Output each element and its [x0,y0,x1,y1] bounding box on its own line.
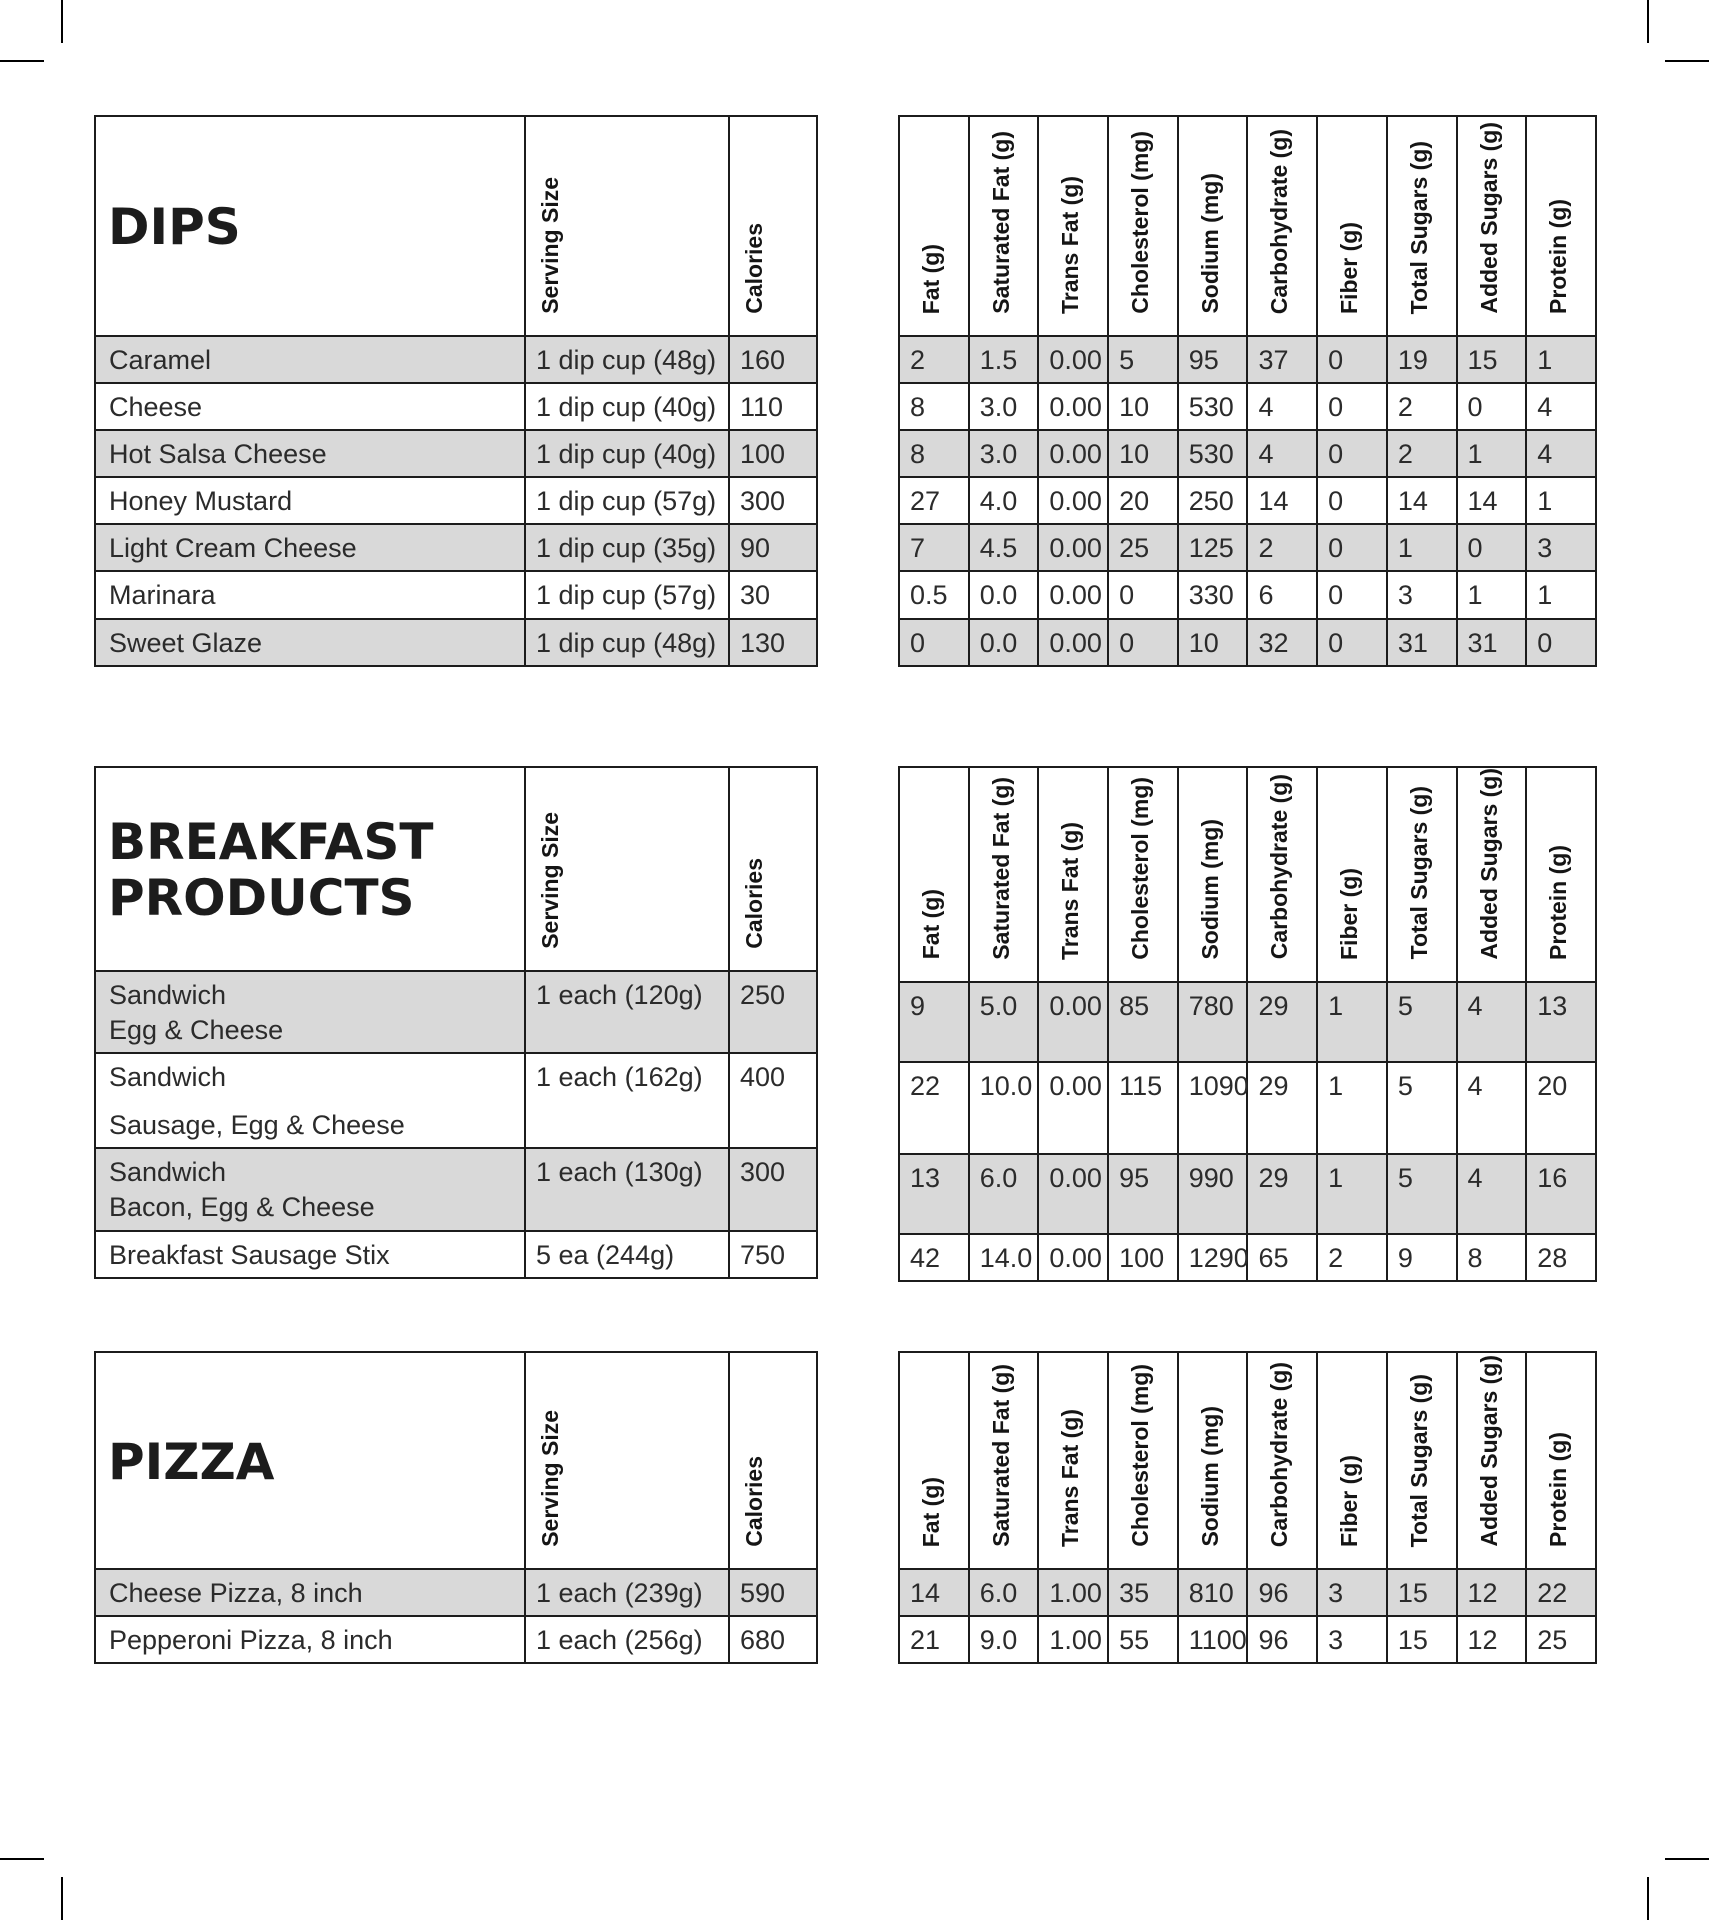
column-header-protein: Protein (g) [1526,1352,1596,1569]
column-header-sodium: Sodium (mg) [1178,767,1248,982]
total-sugars-value: 15 [1387,1616,1457,1663]
total-sugars-value: 9 [1387,1234,1457,1281]
cholesterol-value: 35 [1108,1569,1178,1616]
table-row [95,477,817,524]
total-sugars-value: 14 [1387,477,1457,524]
fiber-value: 1 [1317,1062,1387,1154]
table-row [899,1569,1596,1616]
trans-fat-value: 0.00 [1038,430,1108,477]
total-sugars-value: 5 [1387,1062,1457,1154]
table-row [899,430,1596,477]
table-row [899,1234,1596,1281]
column-header-carbohydrate: Carbohydrate (g) [1247,116,1317,336]
trans-fat-value: 0.00 [1038,982,1108,1062]
cholesterol-value: 100 [1108,1234,1178,1281]
added-sugars-value: 14 [1457,477,1527,524]
fiber-value: 1 [1317,1154,1387,1234]
crop-mark-top-left-horizontal [0,60,44,62]
calories: 30 [729,571,817,618]
added-sugars-value: 4 [1457,1154,1527,1234]
serving-size: 1 dip cup (40g) [525,383,729,430]
protein-value: 20 [1526,1062,1596,1154]
fat-value: 13 [899,1154,969,1234]
carbohydrate-value: 37 [1247,336,1317,383]
column-header-total-sugars: Total Sugars (g) [1387,116,1457,336]
table-row [95,1616,817,1663]
item-name: Sandwich Bacon, Egg & Cheese [95,1148,525,1230]
added-sugars-value: 0 [1457,383,1527,430]
total-sugars-value: 3 [1387,571,1457,618]
column-header-trans-fat: Trans Fat (g) [1038,116,1108,336]
section-title-cell [95,767,525,971]
sodium-value: 1100 [1178,1616,1248,1663]
added-sugars-value: 15 [1457,336,1527,383]
item-name: Sandwich Egg & Cheese [95,971,525,1053]
cholesterol-value: 25 [1108,524,1178,571]
table-row [95,971,817,1053]
fat-value: 8 [899,430,969,477]
crop-mark-bottom-left-horizontal [0,1858,44,1860]
cholesterol-value: 0 [1108,619,1178,666]
saturated-fat-value: 0.0 [969,619,1039,666]
calories: 90 [729,524,817,571]
column-header-total-sugars: Total Sugars (g) [1387,767,1457,982]
trans-fat-value: 0.00 [1038,1062,1108,1154]
table-row [95,430,817,477]
pizza-items-table [94,1351,818,1664]
header-row [95,1352,817,1569]
cholesterol-value: 115 [1108,1062,1178,1154]
carbohydrate-value: 2 [1247,524,1317,571]
saturated-fat-value: 4.5 [969,524,1039,571]
added-sugars-value: 4 [1457,1062,1527,1154]
protein-value: 3 [1526,524,1596,571]
fiber-value: 3 [1317,1616,1387,1663]
item-name: Light Cream Cheese [95,524,525,571]
item-name: Honey Mustard [95,477,525,524]
calories: 110 [729,383,817,430]
added-sugars-value: 1 [1457,571,1527,618]
added-sugars-value: 12 [1457,1569,1527,1616]
saturated-fat-value: 9.0 [969,1616,1039,1663]
saturated-fat-value: 5.0 [969,982,1039,1062]
carbohydrate-value: 14 [1247,477,1317,524]
calories: 100 [729,430,817,477]
column-header-serving-size: Serving Size [525,1352,729,1569]
calories: 300 [729,477,817,524]
breakfast-nutrition-table [898,766,1597,1282]
crop-mark-top-left-vertical [61,0,63,43]
item-name: Marinara [95,571,525,618]
item-name: Cheese [95,383,525,430]
trans-fat-value: 0.00 [1038,571,1108,618]
sodium-value: 330 [1178,571,1248,618]
fiber-value: 0 [1317,336,1387,383]
table-row [95,571,817,618]
header-row [899,1352,1596,1569]
column-header-added-sugars: Added Sugars (g) [1457,1352,1527,1569]
dips-items-table [94,115,818,667]
item-name: Hot Salsa Cheese [95,430,525,477]
sodium-value: 530 [1178,430,1248,477]
saturated-fat-value: 10.0 [969,1062,1039,1154]
fiber-value: 2 [1317,1234,1387,1281]
sodium-value: 1090 [1178,1062,1248,1154]
column-header-trans-fat: Trans Fat (g) [1038,767,1108,982]
trans-fat-value: 0.00 [1038,477,1108,524]
section-title-cell [95,1352,525,1569]
column-header-saturated-fat: Saturated Fat (g) [969,116,1039,336]
carbohydrate-value: 29 [1247,982,1317,1062]
column-header-fat: Fat (g) [899,1352,969,1569]
serving-size: 1 dip cup (35g) [525,524,729,571]
cholesterol-value: 10 [1108,383,1178,430]
calories: 300 [729,1148,817,1230]
table-row [899,383,1596,430]
column-header-cholesterol: Cholesterol (mg) [1108,767,1178,982]
carbohydrate-value: 6 [1247,571,1317,618]
table-row [899,571,1596,618]
fat-value: 21 [899,1616,969,1663]
protein-value: 1 [1526,336,1596,383]
fat-value: 8 [899,383,969,430]
column-header-carbohydrate: Carbohydrate (g) [1247,1352,1317,1569]
column-header-added-sugars: Added Sugars (g) [1457,767,1527,982]
total-sugars-value: 31 [1387,619,1457,666]
total-sugars-value: 19 [1387,336,1457,383]
crop-mark-top-right-horizontal [1665,60,1709,62]
carbohydrate-value: 29 [1247,1062,1317,1154]
saturated-fat-value: 0.0 [969,571,1039,618]
column-header-added-sugars: Added Sugars (g) [1457,116,1527,336]
fat-value: 0.5 [899,571,969,618]
column-header-saturated-fat: Saturated Fat (g) [969,1352,1039,1569]
added-sugars-value: 12 [1457,1616,1527,1663]
protein-value: 1 [1526,571,1596,618]
fiber-value: 0 [1317,524,1387,571]
protein-value: 13 [1526,982,1596,1062]
fiber-value: 0 [1317,619,1387,666]
fat-value: 42 [899,1234,969,1281]
saturated-fat-value: 3.0 [969,383,1039,430]
column-header-carbohydrate: Carbohydrate (g) [1247,767,1317,982]
section-title: DIPS [108,198,241,256]
dips-nutrition-table [898,115,1597,667]
crop-mark-bottom-right-horizontal [1665,1858,1709,1860]
column-header-trans-fat: Trans Fat (g) [1038,1352,1108,1569]
sodium-value: 530 [1178,383,1248,430]
carbohydrate-value: 96 [1247,1616,1317,1663]
fiber-value: 0 [1317,430,1387,477]
column-header-total-sugars: Total Sugars (g) [1387,1352,1457,1569]
added-sugars-value: 31 [1457,619,1527,666]
cholesterol-value: 20 [1108,477,1178,524]
carbohydrate-value: 4 [1247,383,1317,430]
crop-mark-bottom-right-vertical [1647,1877,1649,1920]
fat-value: 22 [899,1062,969,1154]
serving-size: 1 dip cup (48g) [525,336,729,383]
column-header-sodium: Sodium (mg) [1178,116,1248,336]
fat-value: 2 [899,336,969,383]
calories: 680 [729,1616,817,1663]
total-sugars-value: 2 [1387,430,1457,477]
serving-size: 1 dip cup (57g) [525,571,729,618]
cholesterol-value: 55 [1108,1616,1178,1663]
column-header-fiber: Fiber (g) [1317,116,1387,336]
header-row [95,116,817,336]
fiber-value: 0 [1317,477,1387,524]
carbohydrate-value: 65 [1247,1234,1317,1281]
carbohydrate-value: 32 [1247,619,1317,666]
calories: 250 [729,971,817,1053]
saturated-fat-value: 6.0 [969,1154,1039,1234]
sodium-value: 1290 [1178,1234,1248,1281]
added-sugars-value: 8 [1457,1234,1527,1281]
column-header-calories: Calories [729,116,817,336]
table-row [95,1148,817,1230]
item-name: Caramel [95,336,525,383]
table-row [899,336,1596,383]
column-header-fiber: Fiber (g) [1317,767,1387,982]
section-title: BREAKFAST PRODUCTS [108,813,434,927]
cholesterol-value: 5 [1108,336,1178,383]
table-row [899,619,1596,666]
total-sugars-value: 5 [1387,1154,1457,1234]
added-sugars-value: 1 [1457,430,1527,477]
table-row [899,982,1596,1062]
sodium-value: 990 [1178,1154,1248,1234]
fat-value: 14 [899,1569,969,1616]
table-row [899,524,1596,571]
trans-fat-value: 0.00 [1038,336,1108,383]
added-sugars-value: 4 [1457,982,1527,1062]
fat-value: 7 [899,524,969,571]
fiber-value: 0 [1317,383,1387,430]
table-row [95,1569,817,1616]
table-row [95,336,817,383]
added-sugars-value: 0 [1457,524,1527,571]
item-name: Pepperoni Pizza, 8 inch [95,1616,525,1663]
protein-value: 28 [1526,1234,1596,1281]
sodium-value: 95 [1178,336,1248,383]
table-row [95,1231,817,1278]
saturated-fat-value: 4.0 [969,477,1039,524]
column-header-protein: Protein (g) [1526,767,1596,982]
calories: 400 [729,1053,817,1148]
trans-fat-value: 0.00 [1038,1234,1108,1281]
total-sugars-value: 15 [1387,1569,1457,1616]
table-row [899,1062,1596,1154]
trans-fat-value: 1.00 [1038,1569,1108,1616]
fiber-value: 0 [1317,571,1387,618]
total-sugars-value: 2 [1387,383,1457,430]
protein-value: 25 [1526,1616,1596,1663]
table-row [95,524,817,571]
sodium-value: 10 [1178,619,1248,666]
protein-value: 0 [1526,619,1596,666]
serving-size: 1 each (162g) [525,1053,729,1148]
cholesterol-value: 0 [1108,571,1178,618]
protein-value: 16 [1526,1154,1596,1234]
header-row [899,116,1596,336]
total-sugars-value: 5 [1387,982,1457,1062]
table-row [899,1616,1596,1663]
column-header-calories: Calories [729,767,817,971]
serving-size: 1 dip cup (57g) [525,477,729,524]
item-name: Cheese Pizza, 8 inch [95,1569,525,1616]
column-header-fat: Fat (g) [899,767,969,982]
sodium-value: 780 [1178,982,1248,1062]
crop-mark-bottom-left-vertical [61,1877,63,1920]
fat-value: 27 [899,477,969,524]
protein-value: 1 [1526,477,1596,524]
column-header-saturated-fat: Saturated Fat (g) [969,767,1039,982]
table-row [95,1053,817,1148]
total-sugars-value: 1 [1387,524,1457,571]
item-name: Breakfast Sausage Stix [95,1231,525,1278]
column-header-calories: Calories [729,1352,817,1569]
serving-size: 1 each (256g) [525,1616,729,1663]
trans-fat-value: 1.00 [1038,1616,1108,1663]
trans-fat-value: 0.00 [1038,619,1108,666]
carbohydrate-value: 4 [1247,430,1317,477]
column-header-serving-size: Serving Size [525,116,729,336]
column-header-cholesterol: Cholesterol (mg) [1108,1352,1178,1569]
fiber-value: 3 [1317,1569,1387,1616]
pizza-nutrition-table [898,1351,1597,1664]
table-row [95,619,817,666]
calories: 750 [729,1231,817,1278]
serving-size: 1 dip cup (48g) [525,619,729,666]
breakfast-items-table [94,766,818,1279]
column-header-fiber: Fiber (g) [1317,1352,1387,1569]
sodium-value: 125 [1178,524,1248,571]
cholesterol-value: 85 [1108,982,1178,1062]
column-header-protein: Protein (g) [1526,116,1596,336]
serving-size: 1 each (120g) [525,971,729,1053]
saturated-fat-value: 1.5 [969,336,1039,383]
sodium-value: 250 [1178,477,1248,524]
item-name: Sandwich Sausage, Egg & Cheese [95,1053,525,1148]
protein-value: 22 [1526,1569,1596,1616]
calories: 130 [729,619,817,666]
table-row [95,383,817,430]
header-row [899,767,1596,982]
column-header-cholesterol: Cholesterol (mg) [1108,116,1178,336]
trans-fat-value: 0.00 [1038,1154,1108,1234]
carbohydrate-value: 96 [1247,1569,1317,1616]
calories: 160 [729,336,817,383]
cholesterol-value: 10 [1108,430,1178,477]
sodium-value: 810 [1178,1569,1248,1616]
column-header-fat: Fat (g) [899,116,969,336]
protein-value: 4 [1526,383,1596,430]
fat-value: 0 [899,619,969,666]
serving-size: 1 dip cup (40g) [525,430,729,477]
table-row [899,1154,1596,1234]
table-row [899,477,1596,524]
header-row [95,767,817,971]
saturated-fat-value: 14.0 [969,1234,1039,1281]
saturated-fat-value: 6.0 [969,1569,1039,1616]
section-title: PIZZA [108,1432,275,1491]
serving-size: 1 each (239g) [525,1569,729,1616]
serving-size: 5 ea (244g) [525,1231,729,1278]
crop-mark-top-right-vertical [1647,0,1649,43]
fat-value: 9 [899,982,969,1062]
serving-size: 1 each (130g) [525,1148,729,1230]
trans-fat-value: 0.00 [1038,524,1108,571]
protein-value: 4 [1526,430,1596,477]
calories: 590 [729,1569,817,1616]
saturated-fat-value: 3.0 [969,430,1039,477]
column-header-sodium: Sodium (mg) [1178,1352,1248,1569]
item-name: Sweet Glaze [95,619,525,666]
section-title-cell [95,116,525,336]
fiber-value: 1 [1317,982,1387,1062]
trans-fat-value: 0.00 [1038,383,1108,430]
column-header-serving-size: Serving Size [525,767,729,971]
cholesterol-value: 95 [1108,1154,1178,1234]
carbohydrate-value: 29 [1247,1154,1317,1234]
